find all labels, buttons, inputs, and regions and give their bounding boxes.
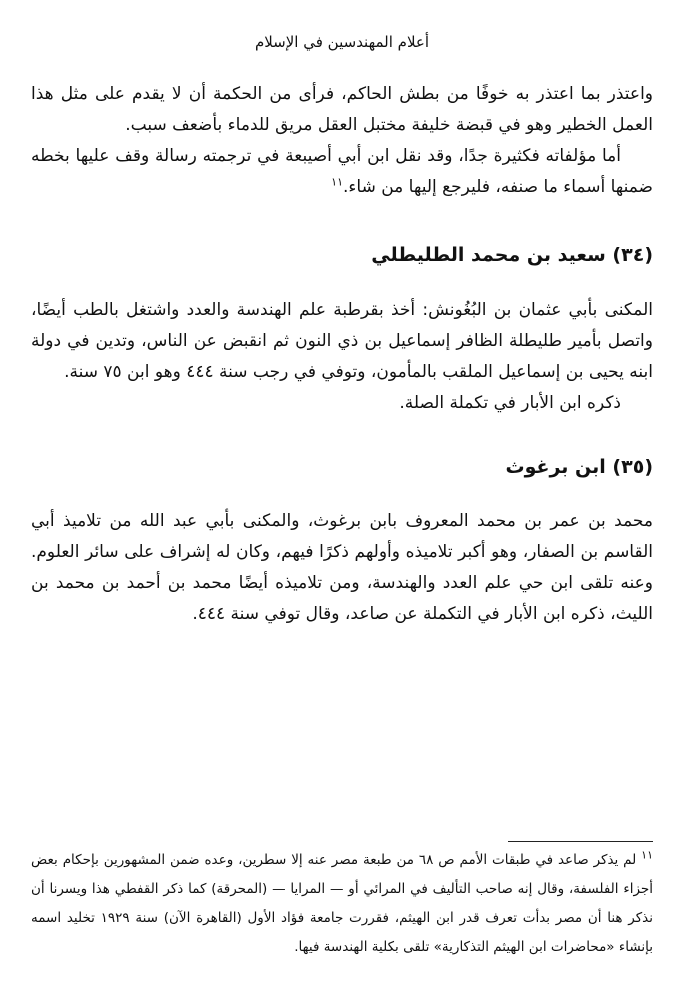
- footnote: [31, 846, 653, 962]
- footnote-reference: ١١: [331, 175, 343, 189]
- footnote-text: لم يذكر صاعد في طبقات الأمم ص ٦٨ من طبعة مصر عنه إلا سطرين، وعده ضمن المشهورين بإحكام بعض أجزاء الفلسفة، وقال إنه صاحب التأليف في المرائي أو — المرايا — (المحرقة) كما ذكر القفطي هذا ويسرنا أن نذكر هنا أن مصر بدأت تعرف قدر ابن الهيثم، فقررت جامعة فؤاد الأول (القاهرة الآن) سنة ١٩٢٩ تخليد اسمه بإنشاء «محاضرات ابن الهيثم التذكارية» تلقى بكلية الهندسة فيها.: [31, 852, 653, 955]
- entry-paragraph: ذكره ابن الأبار في تكملة الصلة.: [399, 393, 621, 413]
- entry-body: [31, 506, 653, 630]
- entry-heading: (٣٤) سعيد بن محمد الطليطلي: [371, 244, 653, 266]
- entry-body: [31, 295, 653, 419]
- entry-paragraph: محمد بن عمر بن محمد المعروف بابن برغوث، والمكنى بأبي عبد الله من تلاميذ أبي القاسم بن الصفار، وهو أكبر تلاميذه وأولهم ذكرًا فيهم، وكان له إشراف على سائر العلوم. وعنه تلقى ابن حي علم العدد والهندسة، ومن تلاميذه أيضًا محمد بن أحمد بن محمد بن الليث، ذكره ابن الأبار في التكملة عن صاعد، وقال توفي سنة ٤٤٤.: [31, 511, 653, 624]
- intro-paragraph-text: أما مؤلفاته فكثيرة جدًا، وقد نقل ابن أبي أصيبعة في ترجمته رسالة وقف عليها بخطه ضمنها أسماء ما صنفه، فليرجع إليها من شاء.: [31, 146, 653, 197]
- entry-heading: (٣٥) ابن برغوث: [505, 456, 653, 478]
- running-header: أعلام المهندسين في الإسلام: [254, 33, 430, 51]
- intro-paragraph: [31, 141, 653, 203]
- footnote-marker: ١١: [641, 848, 653, 862]
- intro-text: [31, 79, 653, 203]
- intro-paragraph: واعتذر بما اعتذر به خوفًا من بطش الحاكم، فرأى من الحكمة أن لا يقدم على مثل هذا العمل الخطير وهو في قبضة خليفة مختبل العقل مريق للدماء بأضعف سبب.: [31, 84, 653, 135]
- footnote-paragraph: [31, 846, 653, 962]
- entry-paragraph: المكنى بأبي عثمان بن البُغُونش: أخذ بقرطبة علم الهندسة والعدد واشتغل بالطب أيضًا، واتصل بأمير طليطلة الظافر إسماعيل بن ذي النون ثم انقبض عن الناس، وتدين في دولة ابنه يحيى بن إسماعيل الملقب بالمأمون، وتوفي في رجب سنة ٤٤٤ وهو ابن ٧٥ سنة.: [31, 300, 653, 382]
- footnote-divider: [508, 841, 653, 842]
